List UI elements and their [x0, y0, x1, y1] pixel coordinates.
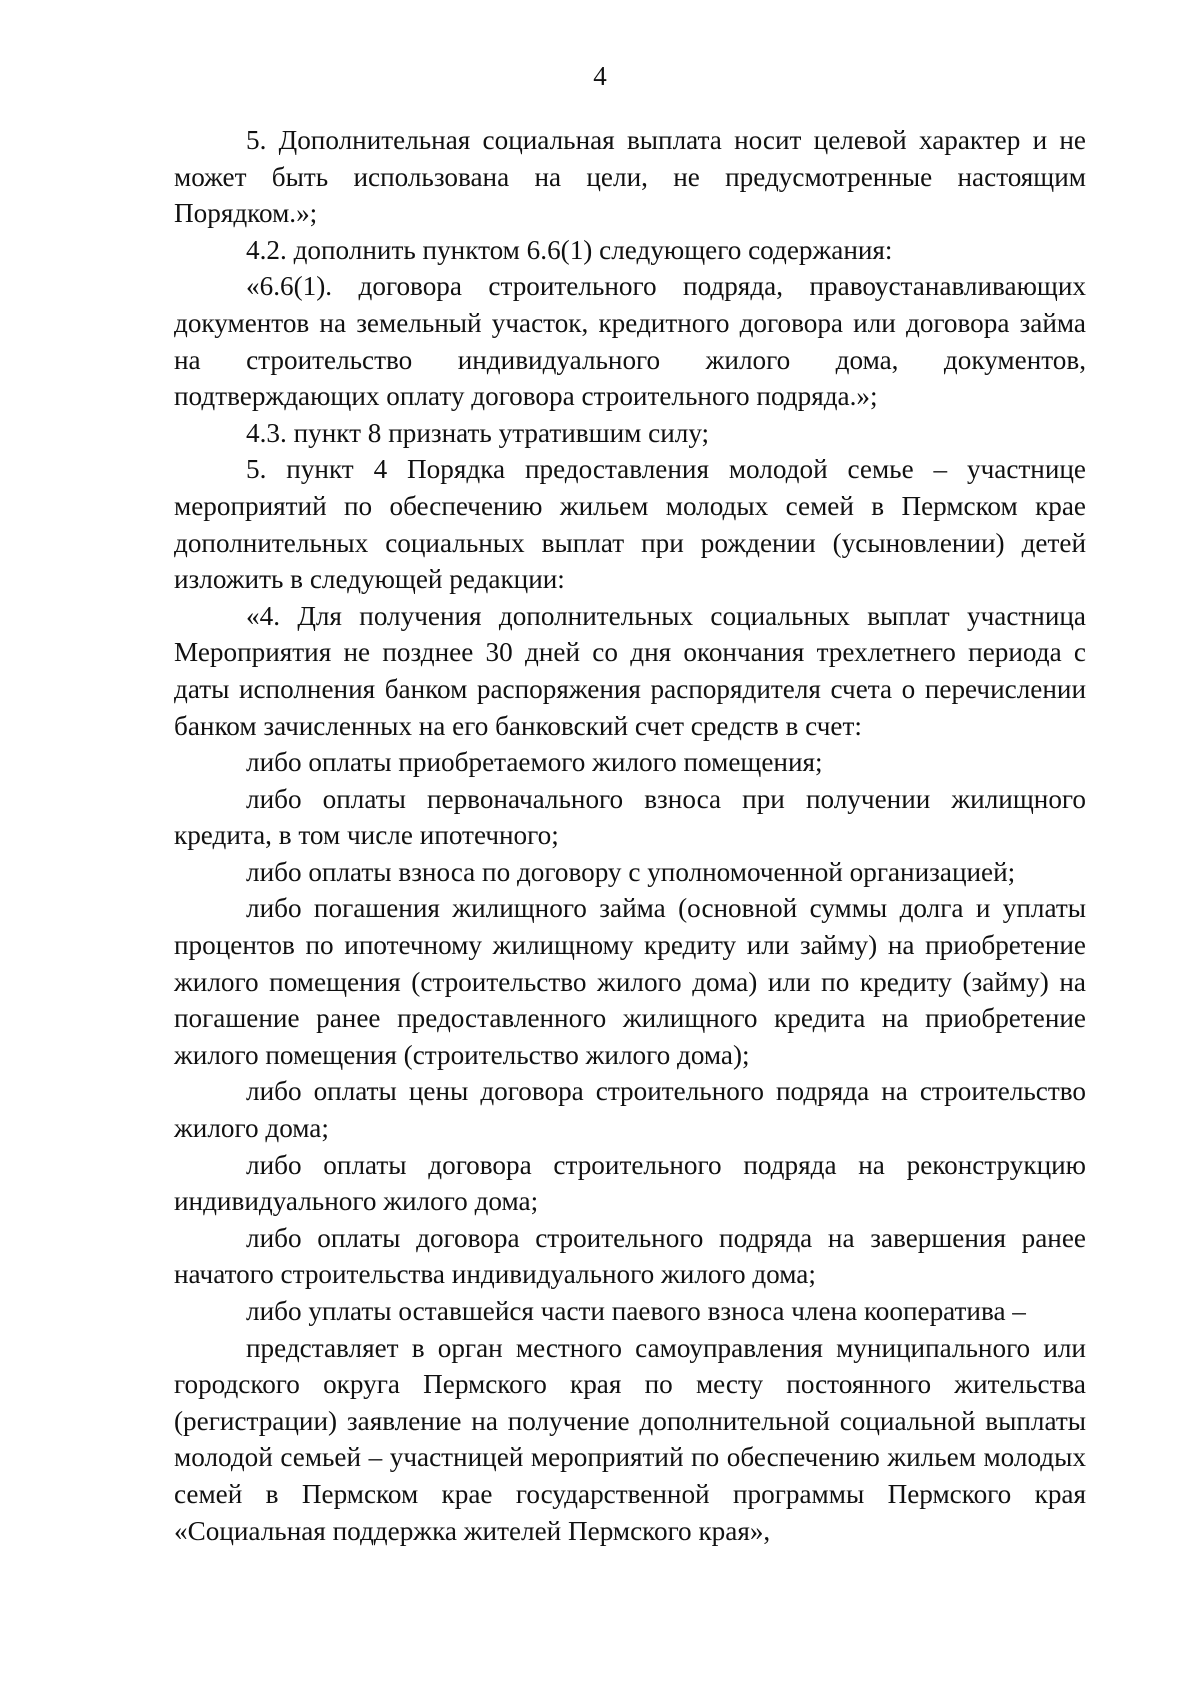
paragraph: либо оплаты цены договора строительного подряда на строительство жилого дома;: [174, 1076, 1086, 1144]
paragraph: 5. пункт 4 Порядка предоставления молодой семье – участнице мероприятий по обеспечению жильем молодых семей в Пермском крае дополнительных социальных выплат при рождении (усыновлении) детей изложить в следующей редакции:: [174, 454, 1086, 595]
paragraph: 4.2. дополнить пунктом 6.6(1) следующего содержания:: [246, 234, 893, 265]
paragraph: либо оплаты приобретаемого жилого помещения;: [246, 747, 823, 778]
paragraph: «4. Для получения дополнительных социальных выплат участница Мероприятия не позднее 30 дней со дня окончания трехлетнего периода с даты исполнения банком распоряжения распорядителя счета о перечислении банком зачисленных на его банковский счет средств в счет:: [174, 600, 1086, 741]
paragraph: представляет в орган местного самоуправления муниципального или городского округа Пермского края по месту постоянного жительства (регистрации) заявление на получение дополнительной социальной выплаты молодой семьей – участницей мероприятий по обеспечению жильем молодых семей в Пермском крае государственной программы Пермского края «Социальная поддержка жителей Пермского края»,: [174, 1332, 1086, 1546]
paragraph: либо уплаты оставшейся части паевого взноса члена кооператива –: [246, 1296, 1026, 1326]
paragraph: «6.6(1). договора строительного подряда, правоустанавливающих документов на земельный участок, кредитного договора или договора займа на строительство индивидуального жилого дома, документов, подтверждающих оплату договора строительного подряда.»;: [174, 271, 1086, 412]
paragraph: либо оплаты взноса по договору с уполномоченной организацией;: [246, 856, 1016, 887]
document-body: [174, 122, 1086, 1549]
paragraph: либо погашения жилищного займа (основной суммы долга и уплаты процентов по ипотечному жилищному кредиту или займу) на приобретение жилого помещения (строительство жилого дома) или по кредиту (займу) на погашение ранее предоставленного жилищного кредита на приобретение жилого помещения (строительство жилого дома);: [174, 893, 1086, 1070]
paragraph: 5. Дополнительная социальная выплата носит целевой характер и не может быть использована на цели, не предусмотренные настоящим Порядком.»;: [174, 125, 1086, 229]
page-number: 4: [593, 61, 607, 91]
paragraph: либо оплаты первоначального взноса при получении жилищного кредита, в том числе ипотечного;: [174, 783, 1086, 851]
paragraph: либо оплаты договора строительного подряда на завершения ранее начатого строительства индивидуального жилого дома;: [174, 1222, 1086, 1290]
paragraph: 4.3. пункт 8 признать утратившим силу;: [246, 417, 710, 448]
paragraph: либо оплаты договора строительного подряда на реконструкцию индивидуального жилого дома;: [174, 1149, 1086, 1217]
